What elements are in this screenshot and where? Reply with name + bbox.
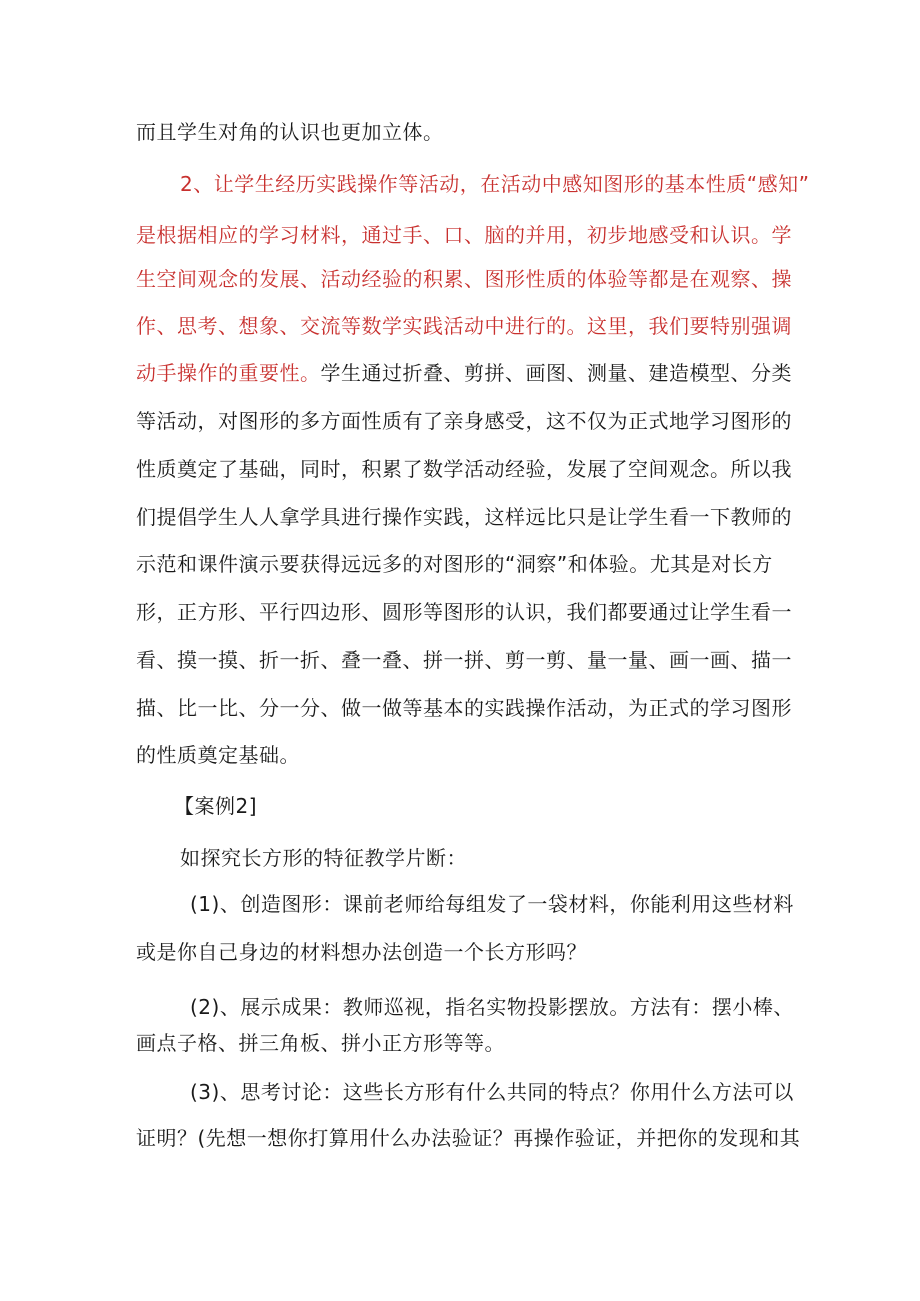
text-line-14 (136, 741, 300, 769)
text-line-8 (136, 455, 792, 483)
text-line-16-indented (180, 844, 467, 872)
text-segment: 而且学生对角的认识也更加立体。 (136, 120, 444, 144)
text-line-10 (136, 550, 773, 578)
text-segment: 们提倡学生人人拿学具进行操作实践，这样远比只是让学生看一下教师的 (136, 505, 792, 529)
step-2-line-2 (136, 1029, 505, 1057)
text-segment: (3)、思考讨论：这些长方形有什么共同的特点？你用什么方法可以 (190, 1080, 794, 1104)
text-line-13 (136, 694, 792, 722)
text-segment: 或是你自己身边的材料想办法创造一个长方形吗？ (136, 940, 587, 964)
text-segment: 画点子格、拼三角板、拼小正方形等等。 (136, 1031, 505, 1055)
text-line-11 (136, 598, 792, 626)
text-segment: 描、比一比、分一分、做一做等基本的实践操作活动，为正式的学习图形 (136, 696, 792, 720)
step-3-line-1 (190, 1078, 794, 1106)
text-segment: 【案例2] (174, 794, 258, 818)
highlighted-text-segment: 2、让学生经历实践操作等活动，在活动中感知图形的基本性质“感知” (180, 172, 810, 196)
case-heading (174, 792, 257, 820)
text-segment: 证明？(先想一想你打算用什么办法验证？再操作验证，并把你的发现和其 (136, 1126, 801, 1150)
text-line-12 (136, 646, 792, 674)
text-segment: 看、摸一摸、折一折、叠一叠、拼一拼、剪一剪、量一量、画一画、描一 (136, 648, 792, 672)
step-1-line-1 (190, 890, 794, 918)
highlighted-text-segment: 动手操作的重要性。 (136, 361, 321, 385)
highlighted-text-segment: 是根据相应的学习材料，通过手、口、脑的并用，初步地感受和认识。学 (136, 223, 792, 247)
highlighted-text-segment: 生空间观念的发展、活动经验的积累、图形性质的体验等都是在观察、操 (136, 267, 792, 291)
text-line-7 (136, 407, 792, 435)
text-segment: 学生通过折叠、剪拼、画图、测量、建造模型、分类 (320, 361, 792, 385)
text-segment: (1)、创造图形：课前老师给每组发了一袋材料，你能利用这些材料 (190, 892, 794, 916)
text-segment: 形，正方形、平行四边形、圆形等图形的认识，我们都要通过让学生看一 (136, 600, 792, 624)
step-1-line-2 (136, 938, 587, 966)
text-segment: (2)、展示成果：教师巡视，指名实物投影摆放。方法有：摆小棒、 (190, 995, 794, 1019)
text-segment: 的性质奠定基础。 (136, 743, 300, 767)
step-3-line-2 (136, 1124, 800, 1152)
highlighted-text-segment: 作、思考、想象、交流等数学实践活动中进行的。这里，我们要特别强调 (136, 314, 792, 338)
text-segment: 示范和课件演示要获得远远多的对图形的“洞察”和体验。尤其是对长方 (136, 552, 773, 576)
text-segment: 如探究长方形的特征教学片断： (180, 846, 467, 870)
text-line-9 (136, 503, 792, 531)
text-line-2-indented (180, 170, 809, 198)
step-2-line-1 (190, 993, 794, 1021)
text-line-4 (136, 265, 792, 293)
text-segment: 性质奠定了基础，同时，积累了数学活动经验，发展了空间观念。所以我 (136, 457, 792, 481)
text-line-3 (136, 221, 792, 249)
text-line-6 (136, 359, 792, 387)
text-line-5 (136, 312, 792, 340)
text-line-1 (136, 118, 444, 146)
text-segment: 等活动，对图形的多方面性质有了亲身感受，这不仅为正式地学习图形的 (136, 409, 792, 433)
